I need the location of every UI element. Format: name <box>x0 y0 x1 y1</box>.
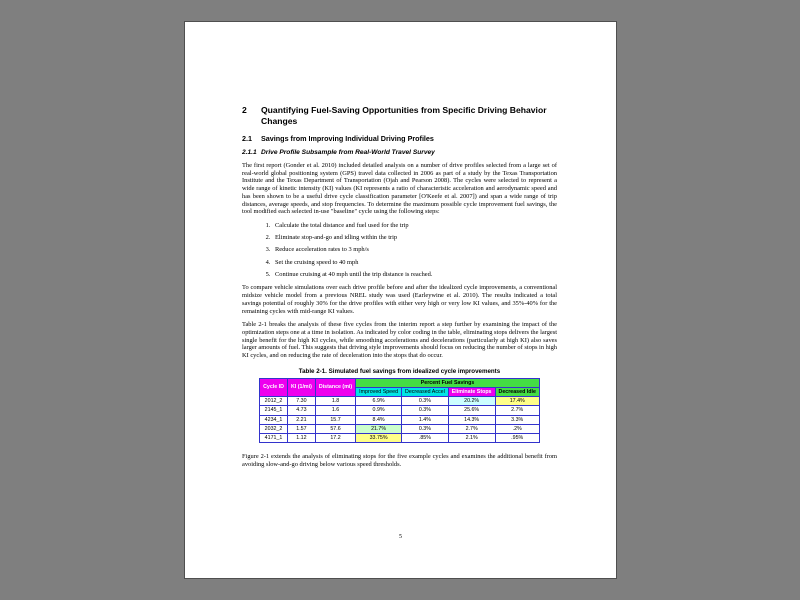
value-cell: 2.21 <box>287 415 315 424</box>
col-header-cycle-id: Cycle ID <box>260 378 288 396</box>
col-header-ki: KI (1/mi) <box>287 378 315 396</box>
section-heading <box>242 135 557 143</box>
table-row <box>260 424 540 433</box>
value-cell: 2.1% <box>448 433 495 442</box>
value-cell: 0.3% <box>402 424 449 433</box>
cycle-id-cell: 4234_1 <box>260 415 288 424</box>
paragraph-intro: The first report (Gonder et al. 2010) included detailed analysis on a number of drive profiles selected from a large set of real-world global positioning system (GPS) travel data collected in 2006 as part of a study by the Texas Transportation Institute and the Texas Department of Transportation (Ojah and Pearson 2008). The cycles were selected to represent a wide range of kinetic intensity (KI) values (KI represents a ratio of characteristic acceleration and aerodynamic speed and has been shown to be a useful drive cycle classification parameter [O'Keefe et al. 2007]) and span a wide range of trip distances, average speeds, and stop frequencies. To determine the maximum possible cycle improvement fuel savings, the tool modified each selected in-use "baseline" cycle using the following steps: <box>242 162 557 216</box>
value-cell: 1.57 <box>287 424 315 433</box>
value-cell: .2% <box>495 424 539 433</box>
value-cell: 21.7% <box>356 424 402 433</box>
value-cell: 2.7% <box>448 424 495 433</box>
page-content <box>242 105 557 469</box>
fuel-savings-table <box>259 378 540 443</box>
value-cell: 1.6 <box>315 406 355 415</box>
value-cell: 6.9% <box>356 397 402 406</box>
step-item: 3. Reduce acceleration rates to 3 mph/s <box>272 246 557 254</box>
table-row <box>260 397 540 406</box>
chapter-title-text: Quantifying Fuel-Saving Opportunities from Specific Driving Behavior Changes <box>261 105 547 126</box>
value-cell: 7.30 <box>287 397 315 406</box>
document-page <box>184 21 617 579</box>
table-row <box>260 415 540 424</box>
subcol-header-decreased-idle: Decreased Idle <box>495 387 539 396</box>
value-cell: 17.2 <box>315 433 355 442</box>
subsection-title-text: Drive Profile Subsample from Real-World Travel Survey <box>261 149 435 156</box>
value-cell: 3.3% <box>495 415 539 424</box>
step-item: 4. Set the cruising speed to 40 mph <box>272 259 557 267</box>
step-item: 1. Calculate the total distance and fuel used for the trip <box>272 222 557 230</box>
table-row <box>260 406 540 415</box>
page-number: 5 <box>399 534 402 540</box>
step-item: 2. Eliminate stop-and-go and idling within the trip <box>272 234 557 242</box>
value-cell: 15.7 <box>315 415 355 424</box>
col-group-header-percent-fuel-savings: Percent Fuel Savings <box>356 378 540 387</box>
value-cell: 1.8 <box>315 397 355 406</box>
value-cell: 1.4% <box>402 415 449 424</box>
col-header-distance: Distance (mi) <box>315 378 355 396</box>
value-cell: .95% <box>495 433 539 442</box>
paragraph-table-discussion: Table 2-1 breaks the analysis of these five cycles from the interim report a step further by examining the impact of the optimization steps one at a time in isolation. As indicated by color coding in the table, eliminating stops delivers the largest single benefit for the high KI cycles, while smoothing accelerations and decelerations (particularly at high KI) also saves larger amounts of fuel. This suggests that driving style improvements should focus on reducing the number of stops in high KI cycles, and on reducing the rate of deceleration into the stops that do occur. <box>242 321 557 360</box>
cycle-id-cell: 4171_1 <box>260 433 288 442</box>
value-cell: 0.9% <box>356 406 402 415</box>
value-cell: 14.3% <box>448 415 495 424</box>
cycle-improvement-steps <box>242 222 557 279</box>
paragraph-comparison: To compare vehicle simulations over each drive profile before and after the idealized cycle improvements, a conventional midsize vehicle model from a previous NREL study was used (Earleywine et al. 2010). The results indicated a total savings potential of roughly 30% for the drive profiles with either very high or very low KI values, and 35%-40% for the remaining cycles with mid-range KI values. <box>242 284 557 315</box>
value-cell: 4.73 <box>287 406 315 415</box>
table-row <box>260 433 540 442</box>
chapter-heading <box>242 105 557 126</box>
subcol-header-decreased-accel: Decreased Accel <box>402 387 449 396</box>
cycle-id-cell: 2012_2 <box>260 397 288 406</box>
subcol-header-eliminate-stops: Eliminate Stops <box>448 387 495 396</box>
section-number: 2.1 <box>242 134 252 143</box>
value-cell: 57.6 <box>315 424 355 433</box>
value-cell: 20.2% <box>448 397 495 406</box>
paragraph-figure-reference: Figure 2-1 extends the analysis of eliminating stops for the five example cycles and examines the additional benefit from avoiding slow-and-go driving below various speed thresholds. <box>242 453 557 468</box>
value-cell: 0.3% <box>402 406 449 415</box>
value-cell: 1.12 <box>287 433 315 442</box>
value-cell: 0.3% <box>402 397 449 406</box>
section-title-text: Savings from Improving Individual Driving Profiles <box>261 134 434 143</box>
value-cell: 17.4% <box>495 397 539 406</box>
subsection-heading <box>242 149 557 157</box>
value-cell: .85% <box>402 433 449 442</box>
table-body <box>260 397 540 443</box>
table-header-row-1 <box>260 378 540 387</box>
cycle-id-cell: 2145_1 <box>260 406 288 415</box>
value-cell: 25.6% <box>448 406 495 415</box>
value-cell: 33.75% <box>356 433 402 442</box>
cycle-id-cell: 2032_2 <box>260 424 288 433</box>
table-caption: Table 2-1. Simulated fuel savings from idealized cycle improvements <box>298 367 501 375</box>
step-item: 5. Continue cruising at 40 mph until the trip distance is reached. <box>272 271 557 279</box>
subcol-header-improved-speed: Improved Speed <box>356 387 402 396</box>
value-cell: 2.7% <box>495 406 539 415</box>
chapter-number: 2 <box>242 105 247 115</box>
value-cell: 8.4% <box>356 415 402 424</box>
table-header <box>260 378 540 396</box>
subsection-number: 2.1.1 <box>242 149 257 156</box>
